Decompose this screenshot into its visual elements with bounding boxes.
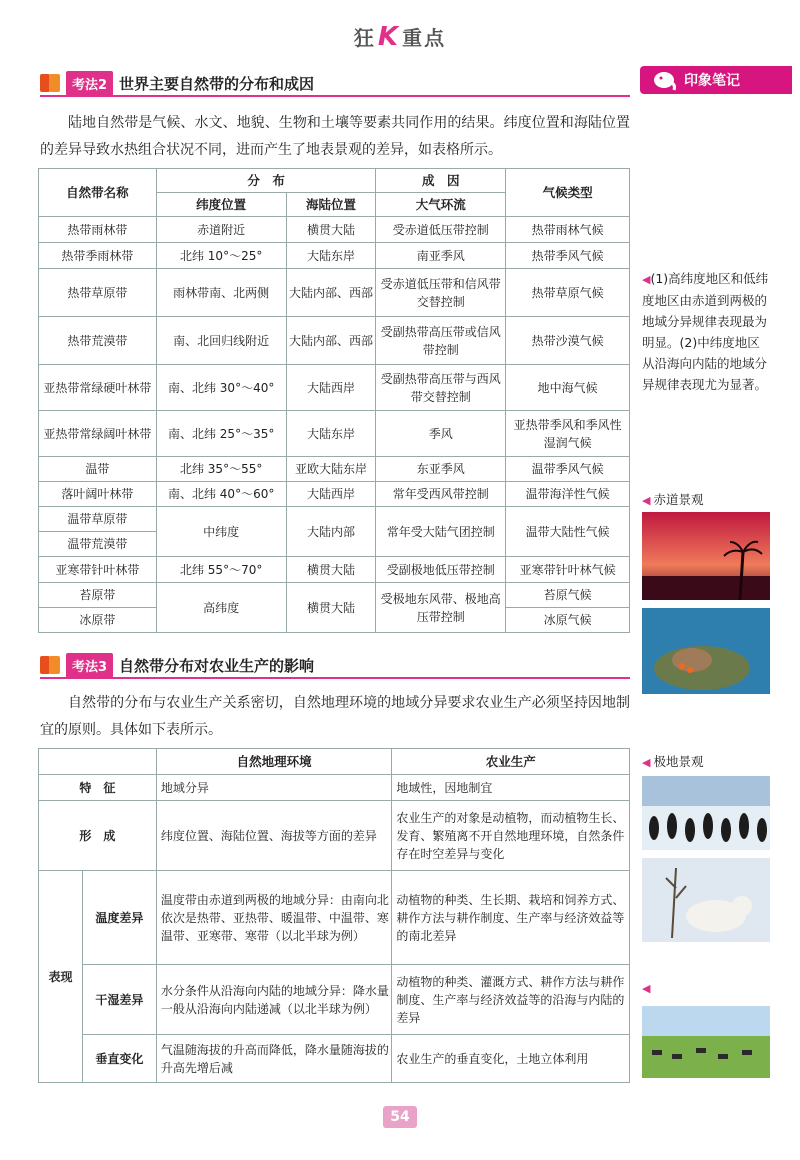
triangle-icon: ◀ (642, 982, 651, 995)
table-row: 热带草原带 雨林带南、北两侧 大陆内部、西部 受赤道低压带和信风带交替控制 热带草原气候 (39, 269, 630, 317)
deciduous-zone-name: 落叶阔叶林带 (39, 482, 157, 507)
th-zone-name: 自然带名称 (39, 169, 157, 217)
page-header: 狂K 重点 (353, 22, 447, 52)
section-3-paragraph: 自然带的分布与农业生产关系密切，自然地理环境的地域分异要求农业生产必须坚持因地制宜的原则。具体如下表所示。 (40, 695, 630, 738)
th-latitude: 纬度位置 (156, 193, 286, 217)
triangle-icon: ◀ (642, 494, 651, 507)
table-row: 亚寒带针叶林带 北纬 55°～70° 横贯大陆 受副极地低压带控制 亚寒带针叶林气候 (39, 557, 630, 583)
section-2-underline (40, 95, 630, 97)
section-3-heading (40, 652, 314, 678)
th-agriculture: 农业生产 (392, 749, 630, 775)
elephant-icon (650, 68, 678, 92)
photo-polar-penguins (642, 776, 770, 850)
triangle-icon: ◀ (642, 756, 651, 769)
caption-grassland (642, 980, 653, 995)
table-row: 冰原带 冰原气候 (39, 608, 630, 633)
section-3-title: 自然带分布对农业生产的影响 (119, 656, 315, 675)
table-row: 热带荒漠带 南、北回归线附近 大陆内部、西部 受副热带高压带或信风带控制 热带沙漠气候 (39, 317, 630, 365)
group-label-expression: 表现 (39, 871, 83, 1083)
table-row: 表现 温度差异 温度带由赤道到两极的地域分异：由南向北依次是热带、亚热带、暖温带、中温带、寒温带、亚寒带、寒带（以北半球为例） 动植物的种类、生长期、栽培和饲养方式、耕作方法与耕作制度、生产率与经济效益等的南北差异 (39, 871, 630, 965)
caption-equator: ◀ 赤道景观 (642, 492, 704, 507)
table-row: 亚热带常绿阔叶林带 南、北纬 25°～35° 大陆东岸 季风 亚热带季风和季风性湿润气候 (39, 411, 630, 457)
natural-zone-table (38, 168, 630, 633)
table-row: 形 成 纬度位置、海陆位置、海拔等方面的差异 农业生产的对象是动植物，而动植物生长、发育、繁殖离不开自然地理环境，自然条件存在时空差异与变化 (39, 801, 630, 871)
th-cause: 成 因 (376, 169, 506, 193)
temperate-zone-name: 温带 (39, 457, 157, 482)
table-row: 热带雨林带 赤道附近 横贯大陆 受赤道低压带控制 热带雨林气候 (39, 217, 630, 243)
agriculture-table (38, 748, 630, 1083)
section-2-title: 世界主要自然带的分布和成因 (119, 74, 315, 93)
page-number: 54 (383, 1106, 417, 1128)
th-sea-land: 海陆位置 (286, 193, 376, 217)
table-row: 温带荒漠带 (39, 532, 630, 557)
photo-equator-sunset (642, 512, 770, 600)
sidebar-tab: 印象笔记 (640, 66, 792, 94)
th-circulation: 大气环流 (376, 193, 506, 217)
table-row: 温带 北纬 35°～55° 亚欧大陆东岸 东亚季风 温带季风气候 (39, 457, 630, 482)
th-distribution: 分 布 (156, 169, 376, 193)
caption-polar: ◀ 极地景观 (642, 754, 704, 769)
section-2-heading (40, 70, 314, 96)
table-row: 落叶阔叶林带 南、北纬 40°～60° 大陆西岸 常年受西风带控制 温带海洋性气候 (39, 482, 630, 507)
th-climate: 气候类型 (506, 169, 630, 217)
triangle-icon: ◀ (642, 273, 651, 286)
book-icon (40, 654, 62, 676)
sidebar-note: ◀(1)高纬度地区和低纬度地区由赤道到两极的地域分异规律表现最为明显。(2)中纬度地区从沿海向内陆的地域分异规律表现尤为显著。 (642, 271, 769, 392)
section-2-label: 考法2 (66, 71, 113, 96)
table-row: 苔原带 高纬度 横贯大陆 受极地东风带、极地高压带控制 苔原气候 (39, 583, 630, 608)
table-row: 干湿差异 水分条件从沿海向内陆的地域分异：降水量一般从沿海向内陆递减（以北半球为例） 动植物的种类、灌溉方式、耕作方法与耕作制度、生产率与经济效益等的沿海与内陆的差异 (39, 965, 630, 1035)
table-row: 垂直变化 气温随海拔的升高而降低，降水量随海拔的升高先增后减 农业生产的垂直变化，土地立体利用 (39, 1035, 630, 1083)
section-3-underline (40, 677, 630, 679)
photo-equator-reef (642, 608, 770, 694)
table-row: 特 征 地域分异 地域性，因地制宜 (39, 775, 630, 801)
section-3-label: 考法3 (66, 653, 113, 678)
book-icon (40, 72, 62, 94)
section-2-paragraph: 陆地自然带是气候、水文、地貌、生物和土壤等要素共同作用的结果。纬度位置和海陆位置的差异导致水热组合状况不同，进而产生了地表景观的差异，如表格所示。 (40, 115, 630, 158)
table-row: 温带草原带 中纬度 大陆内部 常年受大陆气团控制 温带大陆性气候 (39, 507, 630, 532)
table-row: 热带季雨林带 北纬 10°～25° 大陆东岸 南亚季风 热带季风气候 (39, 243, 630, 269)
th-environment: 自然地理环境 (156, 749, 392, 775)
table-row: 亚热带常绿硬叶林带 南、北纬 30°～40° 大陆西岸 受副热带高压带与西风带交替控制 地中海气候 (39, 365, 630, 411)
photo-grassland (642, 1006, 770, 1078)
photo-polar-bear (642, 858, 770, 942)
